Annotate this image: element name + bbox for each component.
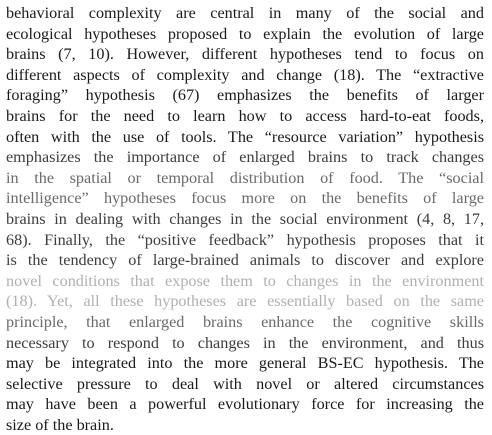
- text-line: principle, that enlarged brains enhance the cognitive skills: [6, 312, 484, 331]
- text-line: (18). Yet, all these hypotheses are essentially based on the same: [6, 292, 484, 311]
- text-line: novel conditions that expose them to changes in the environment: [6, 271, 484, 290]
- text-line: 68). Finally, the “positive feedback” hypothesis proposes that it: [6, 230, 484, 249]
- text-line: behavioral complexity are central in many of the social and: [6, 4, 484, 22]
- text-line: different aspects of complexity and change (18). The “extractive: [6, 65, 484, 84]
- text-line: brains for the need to learn how to access hard-to-eat foods,: [6, 106, 484, 125]
- text-line: brains in dealing with changes in the social environment (4, 8, 17,: [6, 209, 484, 228]
- text-line: may have been a powerful evolutionary force for increasing the: [6, 395, 484, 414]
- text-line: ecological hypotheses proposed to explain the evolution of large: [6, 24, 484, 43]
- text-line: brains (7, 10). However, different hypotheses tend to focus on: [6, 45, 484, 64]
- text-line: in the spatial or temporal distribution of food. The “social: [6, 168, 484, 187]
- text-line: emphasizes the importance of enlarged brains to track changes: [6, 148, 484, 167]
- text-line: is the tendency of large-brained animals to discover and explore: [6, 251, 484, 270]
- text-line: often with the use of tools. The “resource variation” hypothesis: [6, 127, 484, 146]
- text-line: necessary to respond to changes in the environment, and thus: [6, 333, 484, 352]
- article-text-block: [6, 3, 484, 435]
- text-line: foraging” hypothesis (67) emphasizes the benefits of larger: [6, 86, 484, 105]
- text-line: selective pressure to deal with novel or altered circumstances: [6, 374, 484, 393]
- text-line: may be integrated into the more general BS-EC hypothesis. The: [6, 354, 484, 373]
- text-line: size of the brain.: [6, 415, 114, 434]
- text-line: intelligence” hypotheses focus more on the benefits of large: [6, 189, 484, 208]
